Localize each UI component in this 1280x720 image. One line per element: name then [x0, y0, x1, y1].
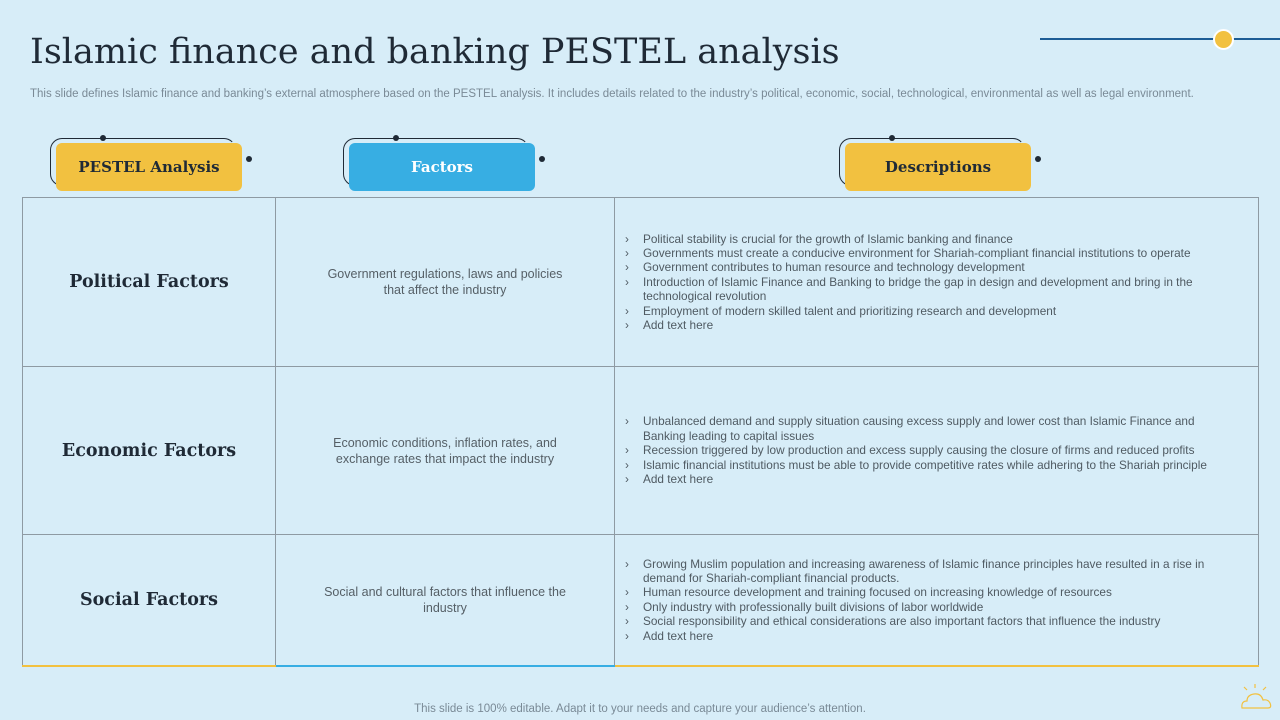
connector-dot-icon	[539, 156, 545, 162]
list-item: › Add text here	[623, 318, 1228, 332]
list-item: › Only industry with professionally built divisions of labor worldwide	[623, 600, 1228, 614]
tab-descriptions-label: Descriptions	[845, 143, 1031, 191]
connector-dot-icon	[1035, 156, 1041, 162]
row-factor: Government regulations, laws and policies that affect the industry	[276, 198, 615, 367]
list-item: › Unbalanced demand and supply situation causing excess supply and lower cost than Islamic Finance and Banking leading to capital issues	[623, 414, 1228, 443]
list-item: › Political stability is crucial for the growth of Islamic banking and finance	[623, 232, 1228, 246]
description-list	[623, 557, 1228, 643]
decorative-line	[1040, 38, 1280, 40]
cloud-sun-icon	[1236, 682, 1274, 712]
row-factor: Social and cultural factors that influence the industry	[276, 535, 615, 666]
description-list	[623, 414, 1228, 486]
table-row	[23, 198, 1259, 367]
tab-pestel-label: PESTEL Analysis	[56, 143, 242, 191]
list-item: › Employment of modern skilled talent and prioritizing research and development	[623, 304, 1228, 318]
row-description	[615, 367, 1259, 535]
page-title: Islamic finance and banking PESTEL analysis	[30, 32, 840, 72]
list-item: › Growing Muslim population and increasing awareness of Islamic finance principles have resulted in a rise in demand for Shariah-compliant financial products.	[623, 557, 1228, 586]
tab-factors-label: Factors	[349, 143, 535, 191]
connector-dot-icon	[246, 156, 252, 162]
list-item: › Social responsibility and ethical considerations are also important factors that influence the industry	[623, 614, 1228, 628]
connector-dot-icon	[889, 135, 895, 141]
connector-dot-icon	[100, 135, 106, 141]
connector-dot-icon	[393, 135, 399, 141]
row-label: Social Factors	[23, 535, 276, 666]
decorative-dot-icon	[1213, 29, 1234, 50]
row-label: Political Factors	[23, 198, 276, 367]
list-item: › Introduction of Islamic Finance and Banking to bridge the gap in design and development and bring in the technological revolution	[623, 275, 1228, 304]
list-item: › Governments must create a conducive environment for Shariah-compliant financial institutions to operate	[623, 246, 1228, 260]
page-subtitle: This slide defines Islamic finance and banking’s external atmosphere based on the PESTEL analysis. It includes details related to the industry’s political, economic, social, technological, environmental as well as legal environment.	[30, 88, 1194, 100]
pestel-table	[22, 197, 1259, 667]
list-item: › Add text here	[623, 629, 1228, 643]
list-item: › Government contributes to human resource and technology development	[623, 260, 1228, 274]
table-row	[23, 367, 1259, 535]
list-item: › Islamic financial institutions must be able to provide competitive rates while adhering to the Shariah principle	[623, 458, 1228, 472]
footer-note: This slide is 100% editable. Adapt it to your needs and capture your audience’s attention.	[414, 703, 866, 715]
row-description	[615, 535, 1259, 666]
row-factor: Economic conditions, inflation rates, and exchange rates that impact the industry	[276, 367, 615, 535]
list-item: › Human resource development and training focused on increasing knowledge of resources	[623, 585, 1228, 599]
row-description	[615, 198, 1259, 367]
table-row	[23, 535, 1259, 666]
list-item: › Recession triggered by low production and excess supply causing the closure of firms and reduced profits	[623, 443, 1228, 457]
description-list	[623, 232, 1228, 333]
row-label: Economic Factors	[23, 367, 276, 535]
list-item: › Add text here	[623, 472, 1228, 486]
